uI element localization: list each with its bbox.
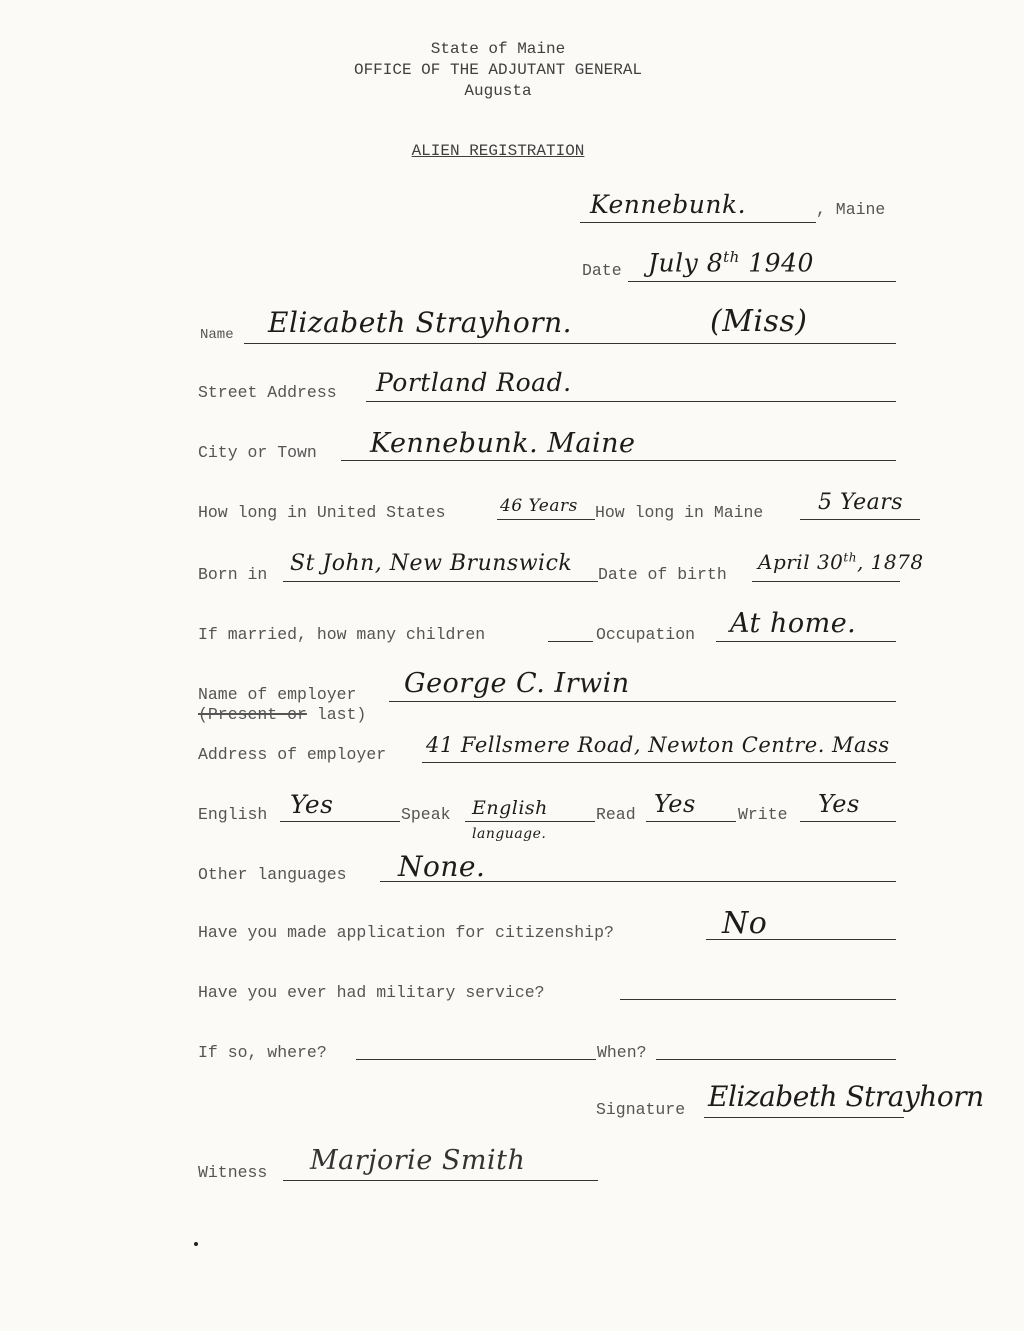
signature-label: Signature	[596, 1100, 686, 1119]
signature-line	[704, 1117, 904, 1118]
witness-label: Witness	[198, 1163, 268, 1182]
speak-line	[465, 821, 595, 822]
citizenship-value: No	[722, 906, 768, 941]
when-line	[656, 1059, 896, 1060]
street-line	[366, 401, 896, 402]
place-line	[580, 222, 816, 223]
children-label: If married, how many children	[198, 625, 486, 644]
date-line	[628, 281, 896, 282]
where-label: If so, where?	[198, 1043, 327, 1062]
employer-address-line	[422, 762, 896, 763]
citizenship-label: Have you made application for citizenship?	[198, 923, 614, 942]
name-value: Elizabeth Strayhorn.	[268, 306, 573, 339]
header-state: State of Maine	[430, 40, 566, 58]
city-label: City or Town	[198, 443, 317, 462]
city-value: Kennebunk. Maine	[370, 428, 636, 459]
street-label: Street Address	[198, 383, 337, 402]
english-line	[280, 821, 400, 822]
born-in-value: St John, New Brunswick	[290, 551, 573, 576]
how-long-maine-value: 5 Years	[818, 490, 904, 515]
occupation-value: At home.	[730, 608, 857, 639]
date-of-birth-line	[752, 581, 900, 582]
name-label: Name	[200, 327, 234, 343]
born-in-line	[283, 581, 598, 582]
name-title: (Miss)	[710, 304, 808, 339]
military-line	[620, 999, 896, 1000]
place-suffix: , Maine	[816, 200, 886, 219]
military-label: Have you ever had military service?	[198, 983, 545, 1002]
english-label: English	[198, 805, 268, 824]
when-label: When?	[597, 1043, 647, 1062]
how-long-maine-line	[800, 519, 920, 520]
street-value: Portland Road.	[376, 368, 572, 397]
employer-label: Name of employer	[198, 685, 357, 704]
how-long-maine-label: How long in Maine	[595, 503, 764, 522]
ink-dot	[194, 1242, 198, 1246]
header-office: OFFICE OF THE ADJUTANT GENERAL	[353, 61, 643, 79]
speak-value: English	[472, 797, 548, 819]
witness-value: Marjorie Smith	[310, 1145, 526, 1176]
write-value: Yes	[818, 790, 860, 818]
name-line	[244, 343, 896, 344]
date-value: July 8th 1940	[648, 248, 814, 278]
where-line	[356, 1059, 596, 1060]
how-long-us-line	[497, 519, 595, 520]
english-value: Yes	[290, 790, 334, 819]
speak-label: Speak	[401, 805, 451, 824]
date-of-birth-label: Date of birth	[598, 565, 727, 584]
write-label: Write	[738, 805, 788, 824]
read-line	[646, 821, 736, 822]
speak-note: language.	[472, 826, 547, 842]
write-line	[800, 821, 896, 822]
employer-sublabel: (Present or last)	[198, 705, 367, 724]
place-value: Kennebunk.	[590, 190, 747, 219]
city-line	[341, 460, 896, 461]
how-long-us-label: How long in United States	[198, 503, 446, 522]
signature-value: Elizabeth Strayhorn	[708, 1080, 984, 1113]
other-languages-value: None.	[398, 850, 486, 883]
read-value: Yes	[654, 790, 696, 818]
born-in-label: Born in	[198, 565, 268, 584]
employer-address-value: 41 Fellsmere Road, Newton Centre. Mass	[426, 733, 890, 757]
read-label: Read	[596, 805, 636, 824]
employer-value: George C. Irwin	[404, 668, 630, 699]
employer-address-label: Address of employer	[198, 745, 387, 764]
other-languages-label: Other languages	[198, 865, 347, 884]
occupation-line	[716, 641, 896, 642]
form-title: ALIEN REGISTRATION	[411, 142, 585, 160]
witness-line	[283, 1180, 598, 1181]
date-of-birth-value: April 30th, 1878	[758, 550, 924, 574]
how-long-us-value: 46 Years	[500, 496, 578, 516]
employer-line	[389, 701, 896, 702]
occupation-label: Occupation	[596, 625, 696, 644]
header-city: Augusta	[464, 82, 532, 100]
date-label: Date	[582, 261, 622, 280]
children-line	[548, 641, 593, 642]
